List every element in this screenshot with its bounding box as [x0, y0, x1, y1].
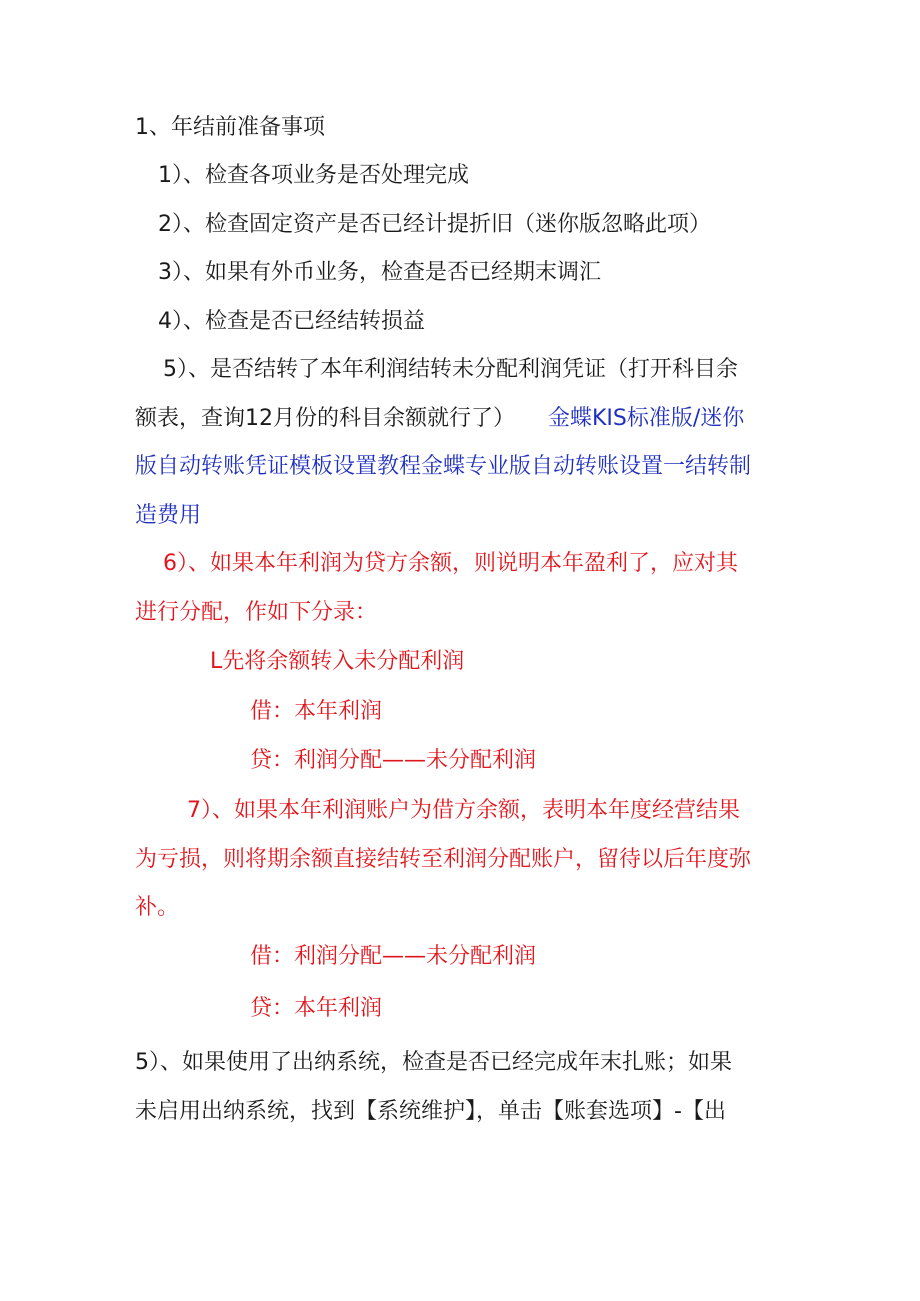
heading-year-end-prep: 1、年结前准备事项: [135, 115, 325, 140]
kis-tutorial-link-part-3[interactable]: 造费用: [135, 503, 202, 528]
item-6-line-1: 6）、如果本年利润为贷方余额，则说明本年盈利了，应对其: [163, 551, 738, 576]
item-3-check-fx: 3）、如果有外币业务，检查是否已经期末调汇: [158, 260, 601, 285]
item-7-line-3: 补。: [135, 895, 180, 920]
entry-step-transfer-balance: L先将余额转入未分配利润: [210, 649, 465, 674]
item-5-line-2: 额表，查询12月份的科目余额就行了）: [135, 406, 515, 431]
entry-credit-current-profit: 贷：本年利润: [250, 996, 383, 1021]
item-4-check-pnl-transfer: 4）、检查是否已经结转损益: [158, 309, 425, 334]
item-7-line-2: 为亏损，则将期余额直接结转至利润分配账户，留待以后年度弥: [135, 847, 752, 872]
item-6-line-2: 进行分配，作如下分录：: [135, 600, 378, 625]
entry-debit-current-profit: 借：本年利润: [250, 699, 383, 724]
kis-tutorial-link-part-2[interactable]: 版自动转账凭证模板设置教程金蝶专业版自动转账设置一结转制: [135, 454, 752, 479]
item-7-line-1: 7）、如果本年利润账户为借方余额，表明本年度经营结果: [187, 798, 740, 823]
kis-tutorial-link-part-1[interactable]: 金蝶KIS标准版/迷你: [548, 406, 745, 431]
entry-debit-undistributed: 借：利润分配——未分配利润: [250, 944, 537, 969]
item-5b-line-1: 5）、如果使用了出纳系统，检查是否已经完成年末扎账；如果: [135, 1050, 732, 1075]
entry-credit-undistributed: 贷：利润分配——未分配利润: [250, 748, 537, 773]
item-2-check-depreciation: 2）、检查固定资产是否已经计提折旧（迷你版忽略此项）: [158, 212, 711, 237]
item-5-line-1: 5）、是否结转了本年利润结转未分配利润凭证（打开科目余: [163, 357, 738, 382]
item-1-check-business: 1）、检查各项业务是否处理完成: [158, 163, 469, 188]
item-5b-line-2: 未启用出纳系统，找到【系统维护】，单击【账套选项】-【出: [135, 1099, 726, 1124]
